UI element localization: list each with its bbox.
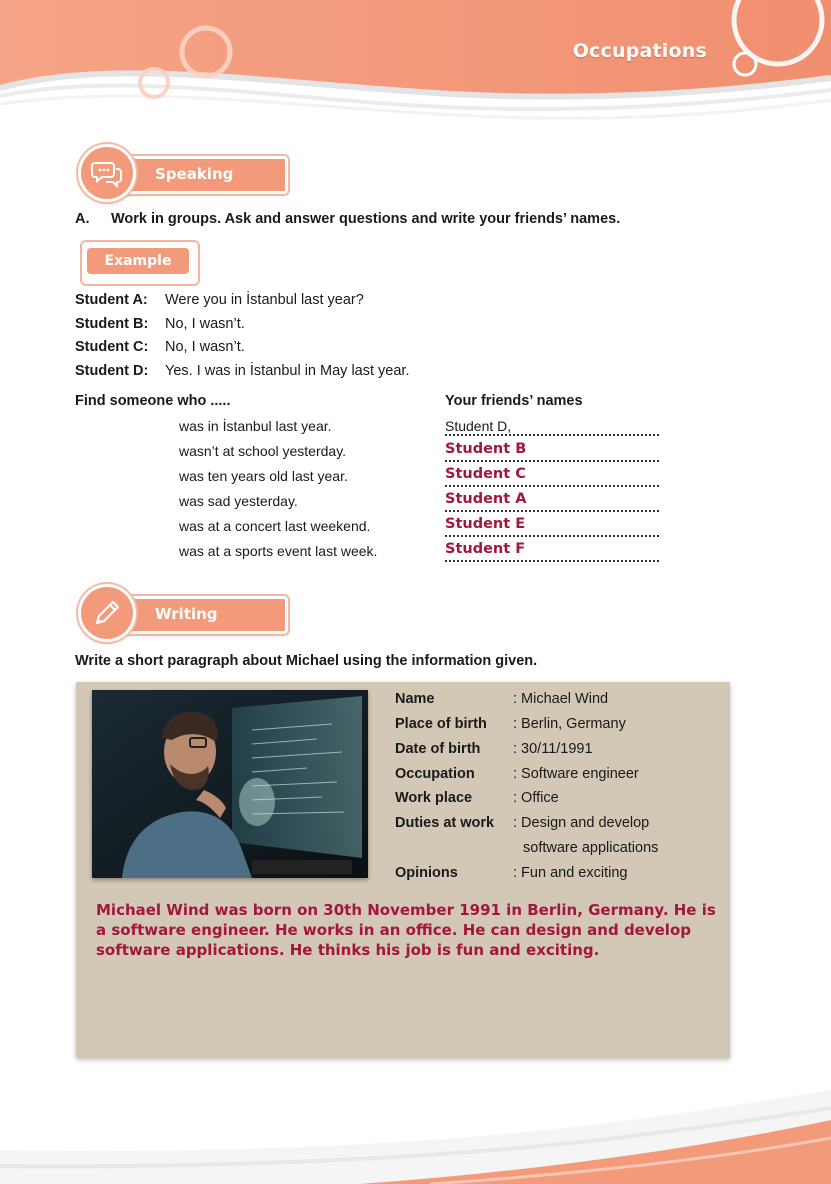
header-wave-decoration	[0, 0, 831, 130]
footer-wave-decoration	[0, 1080, 831, 1184]
instruction-text: Work in groups. Ask and answer questions and write your friends’ names.	[111, 211, 621, 227]
dotted-line	[445, 460, 659, 462]
find-someone-header: Find someone who .....	[75, 393, 231, 409]
info-value: : Design and develop	[513, 815, 650, 831]
name-answer: Student A	[445, 491, 527, 507]
info-label: Work place	[395, 790, 473, 806]
name-answer-line	[445, 543, 525, 560]
info-value: : Berlin, Germany	[513, 716, 626, 732]
activity-text: wasn’t at school yesterday.	[179, 443, 347, 459]
dialogue-speaker: Student A:	[75, 292, 148, 308]
name-answer-line	[445, 468, 526, 485]
dotted-line	[445, 560, 659, 562]
name-answer: Student B	[445, 441, 527, 457]
dotted-line	[445, 485, 659, 487]
info-label: Place of birth	[395, 716, 487, 732]
speaking-icon-circle	[78, 144, 136, 202]
michael-photo	[92, 690, 368, 878]
info-value: software applications	[523, 840, 659, 856]
info-label: Date of birth	[395, 741, 481, 757]
writing-section-badge	[78, 590, 294, 636]
activity-text: was at a concert last weekend.	[179, 518, 371, 534]
friends-names-header: Your friends’ names	[445, 393, 583, 409]
name-answer: Student E	[445, 516, 526, 532]
info-value: : Fun and exciting	[513, 865, 628, 881]
info-value: : Software engineer	[513, 766, 639, 782]
name-answer: Student C	[445, 466, 526, 482]
writing-instruction: Write a short paragraph about Michael using the information given.	[75, 653, 538, 669]
instruction-letter: A.	[75, 211, 90, 227]
dialogue-text: No, I wasn’t.	[165, 316, 245, 332]
writing-icon-circle	[78, 584, 136, 642]
speaking-section-badge	[78, 150, 294, 196]
programmer-illustration	[92, 690, 368, 878]
example-badge	[80, 240, 200, 286]
page-title: Occupations	[572, 40, 707, 62]
dialogue-text: No, I wasn’t.	[165, 339, 245, 355]
info-label: Opinions	[395, 865, 458, 881]
dotted-line	[445, 510, 659, 512]
activity-text: was in İstanbul last year.	[179, 418, 332, 434]
dialogue-speaker: Student B:	[75, 316, 149, 332]
dialogue-text: Yes. I was in İstanbul in May last year.	[165, 363, 410, 379]
name-answer-line	[445, 418, 511, 434]
writing-label: Writing	[155, 605, 218, 623]
profile-card	[76, 682, 730, 1058]
pencil-icon	[91, 597, 123, 629]
name-answer-line	[445, 443, 526, 460]
name-answer: Student D,	[445, 418, 512, 434]
activity-text: was sad yesterday.	[179, 493, 298, 509]
name-answer-line	[445, 493, 526, 510]
dialogue-text: Were you in İstanbul last year?	[165, 292, 364, 308]
info-value: : 30/11/1991	[513, 741, 593, 757]
speaking-instruction	[75, 211, 620, 227]
name-answer-line	[445, 518, 525, 535]
speaking-label: Speaking	[155, 165, 234, 183]
name-answer: Student F	[445, 541, 526, 557]
dotted-line	[445, 535, 659, 537]
info-value: : Michael Wind	[513, 691, 609, 707]
answer-paragraph: Michael Wind was born on 30th November 1991 in Berlin, Germany. He is a software engineer. He works in an office. He can design and develop software applications. He thinks his job is fun and exciting.	[96, 901, 716, 959]
info-label: Name	[395, 691, 435, 707]
speech-bubbles-icon	[91, 157, 123, 189]
dialogue-speaker: Student C:	[75, 339, 149, 355]
info-value: : Office	[513, 790, 559, 806]
dialogue-speaker: Student D:	[75, 363, 149, 379]
info-label: Duties at work	[395, 815, 495, 831]
example-label: Example	[87, 248, 189, 274]
info-label: Occupation	[395, 766, 475, 782]
activity-text: was ten years old last year.	[179, 468, 348, 484]
dotted-line	[445, 434, 659, 436]
activity-text: was at a sports event last week.	[179, 543, 378, 559]
